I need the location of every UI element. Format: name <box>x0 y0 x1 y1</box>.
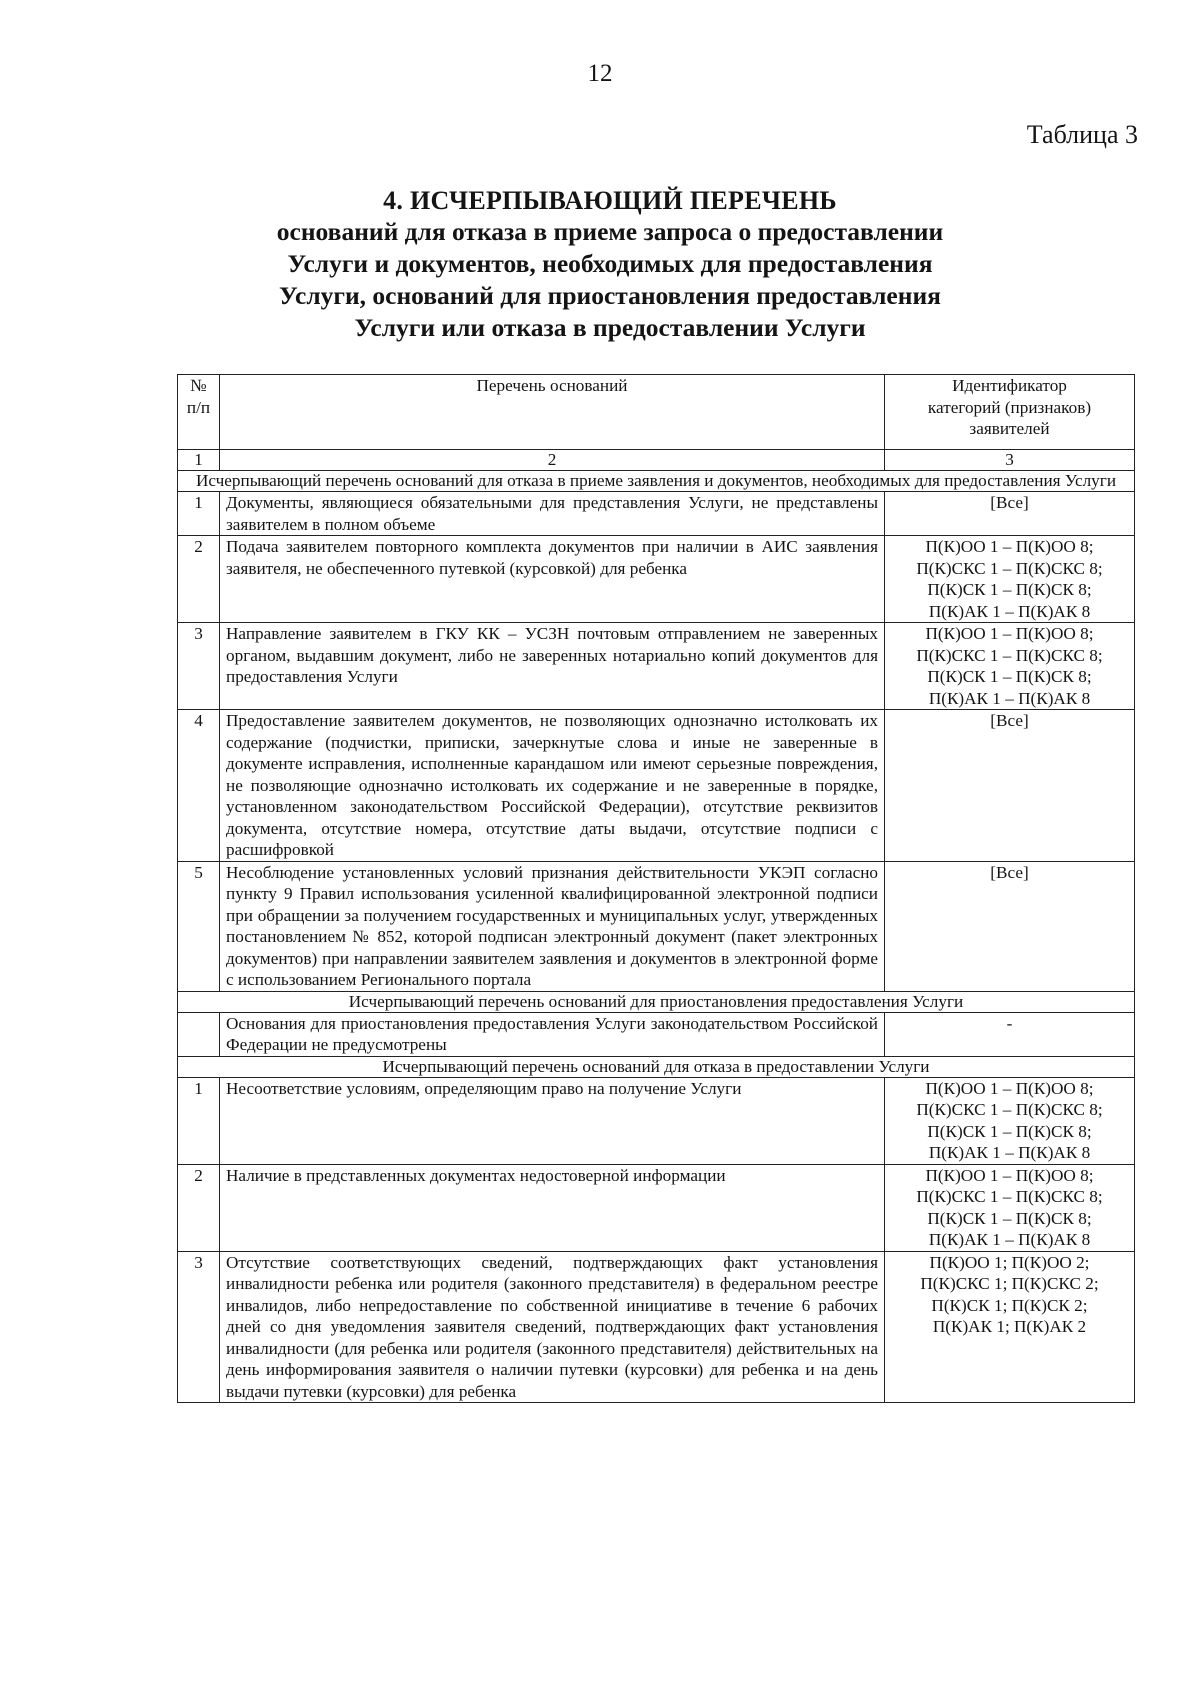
row-applicant-identifier: П(К)ОО 1; П(К)ОО 2; П(К)СКС 1; П(К)СКС 2; П(К)СК 1; П(К)СК 2; П(К)АК 1; П(К)АК 2 <box>885 1251 1135 1403</box>
table-row <box>178 710 1135 862</box>
row-ground-text: Направление заявителем в ГКУ КК – УСЗН почтовым отправлением не заверенных органом, выдавшим документ, либо не заверенных нотариально копий документов для предоставления Услуги <box>220 623 885 710</box>
section-header-row <box>178 991 1135 1012</box>
row-number: 1 <box>178 1077 220 1164</box>
row-applicant-identifier: П(К)ОО 1 – П(К)ОО 8; П(К)СКС 1 – П(К)СКС 8; П(К)СК 1 – П(К)СК 8; П(К)АК 1 – П(К)АК 8 <box>885 536 1135 623</box>
table-row <box>178 1077 1135 1164</box>
title-line: Услуги или отказа в предоставлении Услуги <box>354 313 866 342</box>
column-number: 2 <box>220 450 885 471</box>
table-row <box>178 1251 1135 1403</box>
row-applicant-identifier: [Все] <box>885 492 1135 536</box>
row-applicant-identifier: П(К)ОО 1 – П(К)ОО 8; П(К)СКС 1 – П(К)СКС 8; П(К)СК 1 – П(К)СК 8; П(К)АК 1 – П(К)АК 8 <box>885 1077 1135 1164</box>
table-row <box>178 1164 1135 1251</box>
row-ground-text: Наличие в представленных документах недостоверной информации <box>220 1164 885 1251</box>
row-applicant-identifier: [Все] <box>885 710 1135 862</box>
grounds-table <box>177 374 1135 1403</box>
column-number: 3 <box>885 450 1135 471</box>
page-number: 12 <box>587 60 613 87</box>
title-main: 4. ИСЧЕРПЫВАЮЩИЙ ПЕРЕЧЕНЬ <box>383 186 837 215</box>
header-number: № п/п <box>178 375 220 450</box>
row-ground-text: Несоблюдение установленных условий признания действительности УКЭП согласно пункту 9 Правил использования усиленной квалифицированной электронной подписи при обращении за получением государственных и муниципальных услуг, утвержденных постановлением № 852, которой подписан электронный документ (пакет электронных документов) при направлении заявителем заявления и документов в электронной форме с использованием Регионального портала <box>220 861 885 991</box>
row-number: 4 <box>178 710 220 862</box>
document-title <box>160 185 1060 344</box>
row-ground-text: Несоответствие условиям, определяющим право на получение Услуги <box>220 1077 885 1164</box>
table-row <box>178 1012 1135 1056</box>
column-number: 1 <box>178 450 220 471</box>
section-title: Исчерпывающий перечень оснований для отказа в предоставлении Услуги <box>178 1056 1135 1077</box>
section-header-row <box>178 471 1135 492</box>
header-grounds: Перечень оснований <box>220 375 885 450</box>
table-row <box>178 492 1135 536</box>
row-applicant-identifier: П(К)ОО 1 – П(К)ОО 8; П(К)СКС 1 – П(К)СКС 8; П(К)СК 1 – П(К)СК 8; П(К)АК 1 – П(К)АК 8 <box>885 623 1135 710</box>
row-ground-text: Отсутствие соответствующих сведений, подтверждающих факт установления инвалидности ребенка или родителя (законного представителя) в федеральном реестре инвалидов, либо непредоставление по собственной инициативе в течение 6 рабочих дней со дня уведомления заявителя сведений, подтверждающих факт установления инвалидности (для ребенка или родителя (законного представителя) действительных на день информирования заявителя о наличии путевки (курсовки) для ребенка и на день выдачи путевки (курсовки) для ребенка <box>220 1251 885 1403</box>
row-number: 3 <box>178 623 220 710</box>
title-line: оснований для отказа в приеме запроса о предоставлении <box>276 217 944 246</box>
row-ground-text: Документы, являющиеся обязательными для представления Услуги, не представлены заявителем в полном объеме <box>220 492 885 536</box>
row-applicant-identifier: П(К)ОО 1 – П(К)ОО 8; П(К)СКС 1 – П(К)СКС 8; П(К)СК 1 – П(К)СК 8; П(К)АК 1 – П(К)АК 8 <box>885 1164 1135 1251</box>
column-numbers-row <box>178 450 1135 471</box>
table-row <box>178 623 1135 710</box>
section-header-row <box>178 1056 1135 1077</box>
row-number: 2 <box>178 1164 220 1251</box>
row-ground-text: Предоставление заявителем документов, не позволяющих однозначно истолковать их содержание (подчистки, приписки, зачеркнутые слова и иные не заверенные в документе исправления, исполненные карандашом или имеют серьезные повреждения, не позволяющие однозначно истолковать их содержание и не заверенные в порядке, установленном законодательством Российской Федерации), отсутствие реквизитов документа, отсутствие номера, отсутствие даты выдачи, отсутствие подписи с расшифровкой <box>220 710 885 862</box>
section-title: Исчерпывающий перечень оснований для приостановления предоставления Услуги <box>178 991 1135 1012</box>
row-applicant-identifier: [Все] <box>885 861 1135 991</box>
row-ground-text: Подача заявителем повторного комплекта документов при наличии в АИС заявления заявителя, не обеспеченного путевкой (курсовкой) для ребенка <box>220 536 885 623</box>
title-line: Услуги, оснований для приостановления предоставления <box>279 281 941 310</box>
row-number: 5 <box>178 861 220 991</box>
section-title: Исчерпывающий перечень оснований для отказа в приеме заявления и документов, необходимых для предоставления Услуги <box>178 471 1135 492</box>
row-number: 1 <box>178 492 220 536</box>
table-row <box>178 861 1135 991</box>
row-number: 3 <box>178 1251 220 1403</box>
row-number: 2 <box>178 536 220 623</box>
table-label: Таблица 3 <box>1026 120 1138 149</box>
title-line: Услуги и документов, необходимых для предоставления <box>287 249 933 278</box>
row-number <box>178 1012 220 1056</box>
table-row <box>178 536 1135 623</box>
row-applicant-identifier: - <box>885 1012 1135 1056</box>
header-identifier: Идентификатор категорий (признаков) заявителей <box>885 375 1135 450</box>
table-header-row <box>178 375 1135 450</box>
row-ground-text: Основания для приостановления предоставления Услуги законодательством Российской Федерации не предусмотрены <box>220 1012 885 1056</box>
